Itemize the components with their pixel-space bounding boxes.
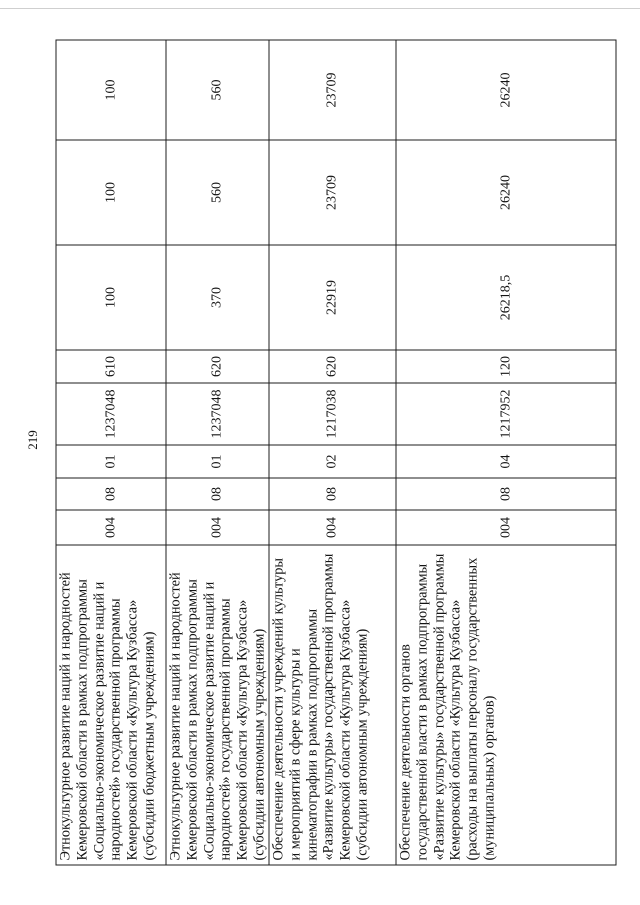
amount-cell: 23709 <box>269 40 396 140</box>
description-cell: Обеспечение деятельности учреждений культуры и мероприятий в сфере культуры и кинематографии в рамках подпрограммы «Развитие культуры» государственной программы Кемеровской области «Культура Кузбасса» (субсидии автономным учреждениям) <box>269 545 396 865</box>
code-cell: 1237048 <box>56 383 166 445</box>
table-row <box>269 40 396 865</box>
code-cell: 01 <box>56 445 166 478</box>
code-cell: 04 <box>396 445 616 478</box>
code-cell: 02 <box>269 445 396 478</box>
code-cell: 610 <box>56 350 166 383</box>
code-cell: 120 <box>396 350 616 383</box>
code-cell: 004 <box>269 510 396 545</box>
table-row <box>166 40 269 865</box>
amount-cell: 560 <box>166 140 269 245</box>
code-cell: 08 <box>166 478 269 510</box>
table-row <box>56 40 166 865</box>
amount-cell: 100 <box>56 245 166 350</box>
table-row <box>396 40 616 865</box>
code-cell: 620 <box>166 350 269 383</box>
data-table <box>55 39 616 865</box>
code-cell: 08 <box>56 478 166 510</box>
amount-cell: 26218,5 <box>396 245 616 350</box>
code-cell: 1217952 <box>396 383 616 445</box>
code-cell: 01 <box>166 445 269 478</box>
amount-cell: 370 <box>166 245 269 350</box>
rotated-table-container <box>55 40 615 865</box>
code-cell: 004 <box>396 510 616 545</box>
code-cell: 08 <box>396 478 616 510</box>
page-number: 219 <box>25 430 40 450</box>
code-cell: 620 <box>269 350 396 383</box>
amount-cell: 100 <box>56 140 166 245</box>
code-cell: 1217038 <box>269 383 396 445</box>
amount-cell: 23709 <box>269 140 396 245</box>
amount-cell: 26240 <box>396 140 616 245</box>
amount-cell: 100 <box>56 40 166 140</box>
amount-cell: 560 <box>166 40 269 140</box>
amount-cell: 22919 <box>269 245 396 350</box>
description-cell: Обеспечение деятельности органов государственной власти в рамках подпрограммы «Развитие культуры» государственной программы Кемеровской области «Культура Кузбасса» (расходы на выплаты персоналу государственных (муниципальных) органов) <box>396 545 616 865</box>
code-cell: 004 <box>56 510 166 545</box>
scan-edge-line <box>0 8 640 9</box>
code-cell: 08 <box>269 478 396 510</box>
description-cell: Этнокультурное развитие наций и народностей Кемеровской области в рамках подпрограммы «Социально-экономическое развитие наций и народностей» государственной программы Кемеровской области «Культура Кузбасса» (субсидии бюджетным учреждениям) <box>56 545 166 865</box>
amount-cell: 26240 <box>396 40 616 140</box>
description-cell: Этнокультурное развитие наций и народностей Кемеровской области в рамках подпрограммы «Социально-экономическое развитие наций и народностей» государственной программы Кемеровской области «Культура Кузбасса» (субсидии автономным учреждениям) <box>166 545 269 865</box>
code-cell: 1237048 <box>166 383 269 445</box>
code-cell: 004 <box>166 510 269 545</box>
